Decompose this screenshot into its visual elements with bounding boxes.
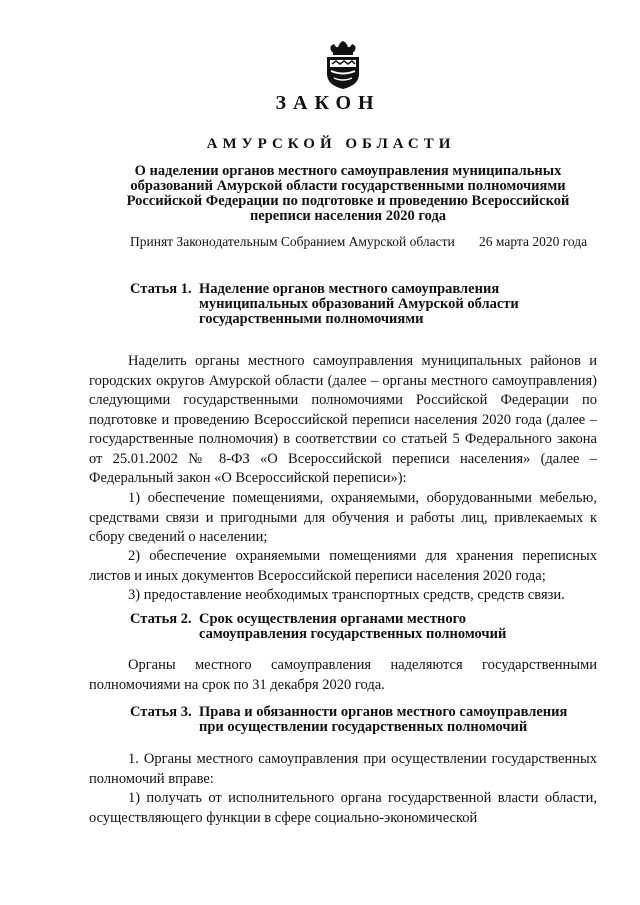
amur-region-coat-of-arms-icon — [322, 40, 364, 90]
article-3-title-line: Права и обязанности органов местного самоуправления — [199, 704, 568, 720]
article-1-item: 1) обеспечение помещениями, охраняемыми, оборудованными мебелью, средствами связи и пригодными для обучения и работы лиц, привлекаемых к сбору сведений о населении; — [89, 490, 597, 545]
article-1-number: Статья 1. — [130, 281, 192, 297]
article-2-text: Органы местного самоуправления наделяются государственными полномочиями на срок по 31 декабря 2020 года. — [89, 657, 597, 693]
article-2-title-line: самоуправления государственных полномочий — [199, 626, 507, 642]
article-1-item: 2) обеспечение охраняемыми помещениями для хранения переписных листов и иных документов Всероссийской переписи населения 2020 года; — [89, 548, 597, 584]
article-1-item: 3) предоставление необходимых транспортных средств, средств связи. — [128, 587, 565, 603]
law-subject: О наделении органов местного самоуправления муниципальных образований Амурской области государственными полномочиями Российской Федерации по подготовке и проведению Всероссийской переписи населения 2020 года — [126, 163, 570, 224]
article-3-title-line: при осуществлении государственных полномочий — [199, 719, 528, 735]
article-2-title-line: Срок осуществления органами местного — [199, 611, 467, 627]
article-3-heading — [130, 705, 610, 737]
article-3-paragraph-2: 1) получать от исполнительного органа государственной власти области, осуществляющего функции в сфере социально-экономической — [89, 790, 597, 826]
article-2-heading — [130, 612, 600, 644]
law-title: ЗАКОН — [275, 92, 381, 114]
article-1-intro: Наделить органы местного самоуправления муниципальных районов и городских округов Амурской области (далее – органы местного самоуправления) следующими государственными полномочиями Российской Федерации по подготовке и проведению Всероссийской переписи населения 2020 года (далее – государственные полномочия) в соответствии со статьей 5 Федерального закона от 25.01.2002 № 8-ФЗ «О Всероссийской переписи населения» (далее – Федеральный закон «О Всероссийской переписи»): — [89, 353, 597, 486]
article-1-heading — [130, 282, 600, 330]
article-3-number: Статья 3. — [130, 704, 192, 720]
article-1-title-line: муниципальных образований Амурской области — [199, 296, 519, 312]
adopted-date: 26 марта 2020 года — [479, 234, 588, 249]
article-2-number: Статья 2. — [130, 611, 192, 627]
region-title: АМУРСКОЙ ОБЛАСТИ — [206, 136, 456, 152]
article-1-title-line: государственными полномочиями — [199, 311, 424, 327]
adopted-by: Принят Законодательным Собранием Амурской области — [130, 234, 455, 249]
article-1-title-line: Наделение органов местного самоуправления — [199, 281, 500, 297]
article-3-paragraph-1: 1. Органы местного самоуправления при осуществлении государственных полномочий вправе: — [89, 751, 597, 787]
